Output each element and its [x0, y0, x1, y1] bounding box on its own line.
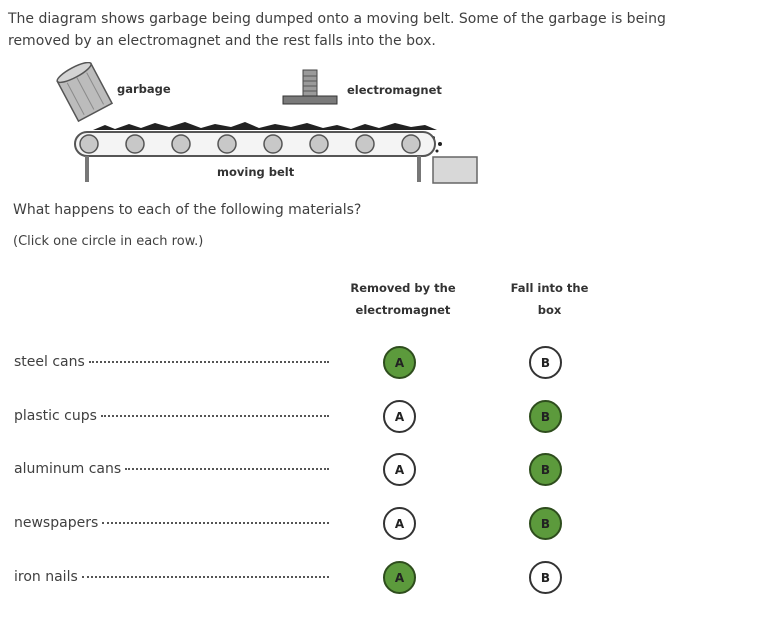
instruction-text: (Click one circle in each row.) [13, 234, 204, 249]
option-b-radio[interactable]: B [529, 507, 562, 540]
column-header-a [338, 277, 468, 321]
garbage-pile [93, 122, 437, 130]
column-header-b [492, 277, 607, 321]
row-label: plastic cups [14, 408, 329, 424]
column-header-b-line2: box [537, 303, 562, 317]
intro-text: The diagram shows garbage being dumped onto a moving belt. Some of the garbage is being removed by an electromagnet and the rest falls into the box. [8, 11, 666, 49]
table-row [14, 344, 614, 384]
row-label: aluminum cans [14, 461, 329, 477]
label-electromagnet: electromagnet [347, 83, 442, 97]
table-row [14, 398, 614, 438]
option-a-radio[interactable]: A [383, 453, 416, 486]
column-header-b-line1: Fall into the [510, 281, 589, 295]
label-moving-belt: moving belt [217, 165, 295, 179]
table-row [14, 559, 614, 599]
row-label: steel cans [14, 354, 329, 370]
option-a-radio[interactable]: A [383, 346, 416, 379]
question-text: What happens to each of the following materials? [13, 202, 362, 218]
row-label: iron nails [14, 569, 329, 585]
option-b-radio[interactable]: B [529, 453, 562, 486]
garbage-belt-diagram [45, 62, 485, 187]
column-header-a-line1: Removed by the [350, 281, 456, 295]
label-garbage: garbage [117, 82, 171, 96]
electromagnet-icon [283, 70, 337, 104]
option-b-radio[interactable]: B [529, 400, 562, 433]
row-label: newspapers [14, 515, 329, 531]
option-b-radio[interactable]: B [529, 561, 562, 594]
option-a-radio[interactable]: A [383, 561, 416, 594]
option-a-radio[interactable]: A [383, 400, 416, 433]
table-row [14, 451, 614, 491]
collection-box [433, 157, 477, 183]
garbage-can-icon [55, 62, 112, 121]
option-b-radio[interactable]: B [529, 346, 562, 379]
column-header-a-line2: electromagnet [355, 303, 451, 317]
table-row [14, 505, 614, 545]
option-a-radio[interactable]: A [383, 507, 416, 540]
